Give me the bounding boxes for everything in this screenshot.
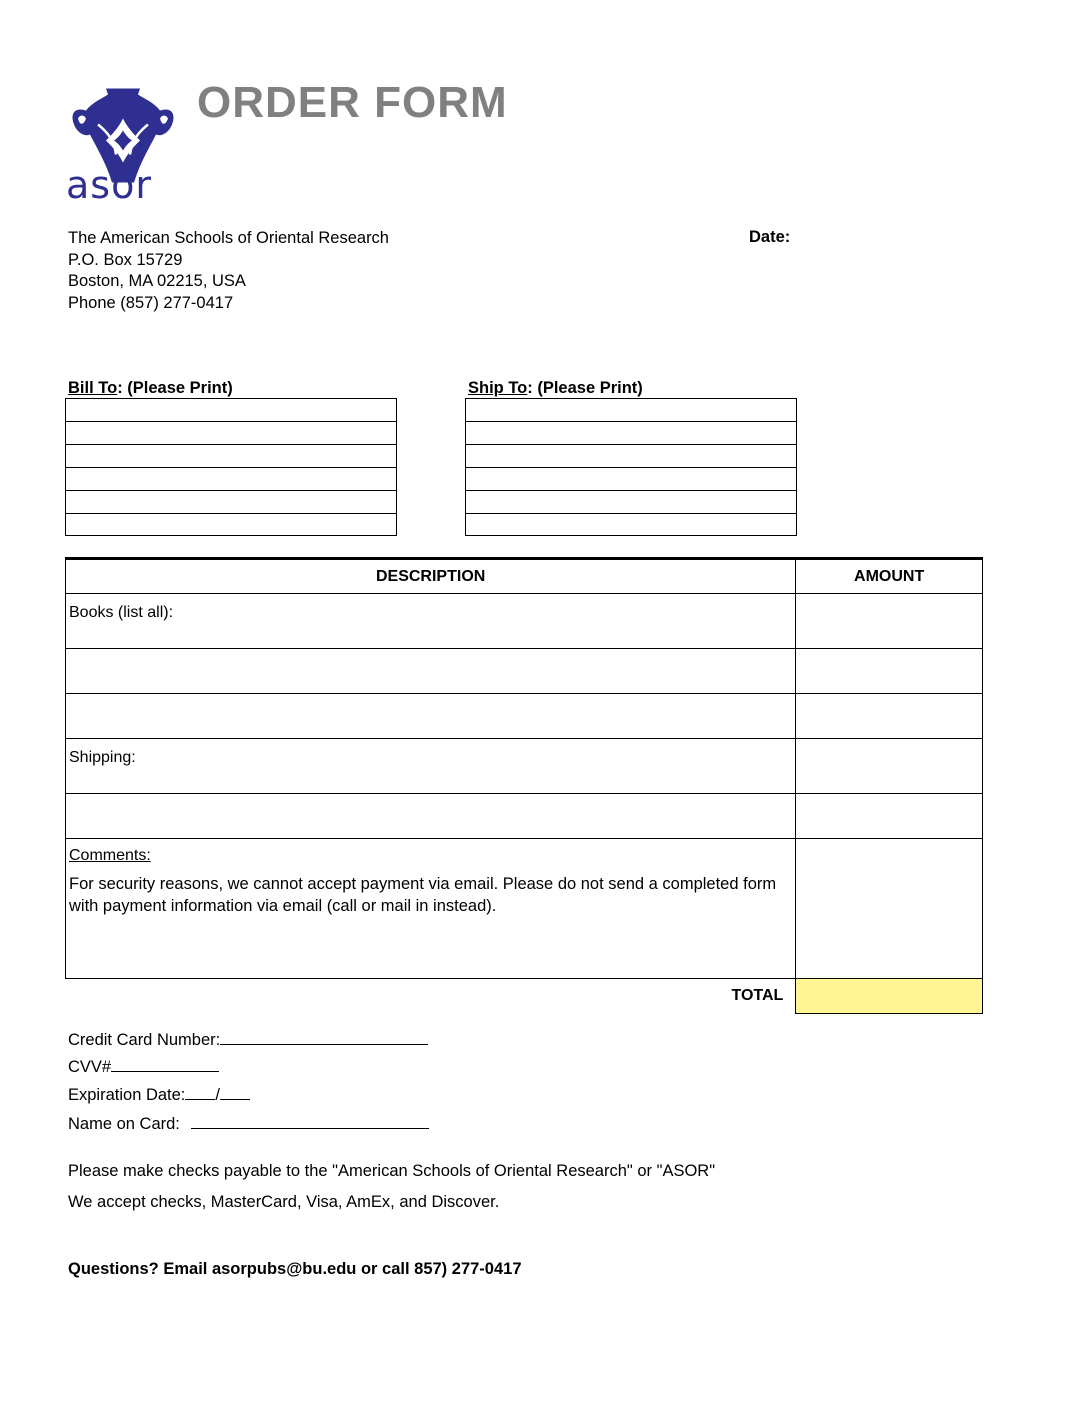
questions-contact: Questions? Email asorpubs@bu.edu or call 857) 277-0417 [68,1260,522,1278]
bill-to-line-3[interactable] [66,445,396,468]
ship-to-line-1[interactable] [466,399,796,422]
bill-to-label [68,379,233,398]
books-amount-cell[interactable] [796,594,983,649]
order-table [65,557,983,1014]
table-row-shipping [66,739,983,794]
checks-payable-note: Please make checks payable to the "American Schools of Oriental Research" or "ASOR" [68,1162,716,1180]
address-line-org: The American Schools of Oriental Research [68,229,389,247]
bill-to-line-1[interactable] [66,399,396,422]
ship-to-line-6[interactable] [466,514,796,537]
accepted-payments-note: We accept checks, MasterCard, Visa, AmEx, and Discover. [68,1193,500,1211]
page-title: ORDER FORM [197,78,508,127]
total-label: TOTAL [66,979,796,1014]
shipping-label[interactable]: Shipping: [66,739,796,794]
comments-security-note: For security reasons, we cannot accept payment via email. Please do not send a completed form with payment information via email (call or mail in instead). [69,875,777,915]
expiration-year-field[interactable] [220,1085,250,1100]
ship-to-label [468,379,643,398]
total-amount-cell[interactable] [796,979,983,1014]
table-header-row [66,559,983,594]
bill-to-line-5[interactable] [66,491,396,514]
description-cell[interactable] [66,649,796,694]
name-on-card-row [68,1114,429,1134]
comments-title: Comments: [69,847,151,864]
bill-to-line-4[interactable] [66,468,396,491]
date-label: Date: [749,228,791,246]
card-number-row [68,1030,428,1050]
table-row-books [66,594,983,649]
bill-to-line-6[interactable] [66,514,396,537]
bill-to-label-main: Bill To [68,379,118,397]
description-cell[interactable] [66,694,796,739]
ship-to-label-rest: : (Please Print) [527,379,643,397]
amount-cell[interactable] [796,794,983,839]
ship-to-line-3[interactable] [466,445,796,468]
ship-to-line-2[interactable] [466,422,796,445]
ship-to-fields [465,398,797,536]
ship-to-label-main: Ship To [468,379,528,397]
amount-cell[interactable] [796,694,983,739]
cvv-row [68,1057,219,1077]
description-cell[interactable] [66,794,796,839]
cvv-field[interactable] [111,1057,219,1072]
table-row [66,794,983,839]
bill-to-label-rest: : (Please Print) [117,379,233,397]
expiration-row [68,1085,250,1105]
card-number-field[interactable] [220,1030,428,1045]
books-label[interactable]: Books (list all): [66,594,796,649]
ship-to-line-4[interactable] [466,468,796,491]
asor-logo-text: asor [66,163,152,207]
bill-to-fields [65,398,397,536]
amount-cell[interactable] [796,649,983,694]
table-row-comments [66,839,983,979]
table-row [66,649,983,694]
cvv-label: CVV# [68,1058,112,1076]
card-number-label: Credit Card Number: [68,1031,221,1049]
name-on-card-label: Name on Card: [68,1115,180,1133]
address-line-phone: Phone (857) 277-0417 [68,293,234,312]
name-on-card-field[interactable] [191,1114,429,1129]
address-line-city: Boston, MA 02215, USA [68,272,246,290]
description-header: DESCRIPTION [66,559,796,594]
table-row-total [66,979,983,1014]
bill-to-line-2[interactable] [66,422,396,445]
expiration-label: Expiration Date: [68,1086,186,1104]
shipping-amount-cell[interactable] [796,739,983,794]
amount-header: AMOUNT [796,559,983,594]
comments-cell[interactable] [66,839,796,979]
expiration-month-field[interactable] [185,1085,215,1100]
comments-amount-cell [796,839,983,979]
address-line-box: P.O. Box 15729 [68,250,183,269]
table-row [66,694,983,739]
expiration-separator: / [215,1086,220,1104]
organization-address [68,228,389,314]
ship-to-line-5[interactable] [466,491,796,514]
